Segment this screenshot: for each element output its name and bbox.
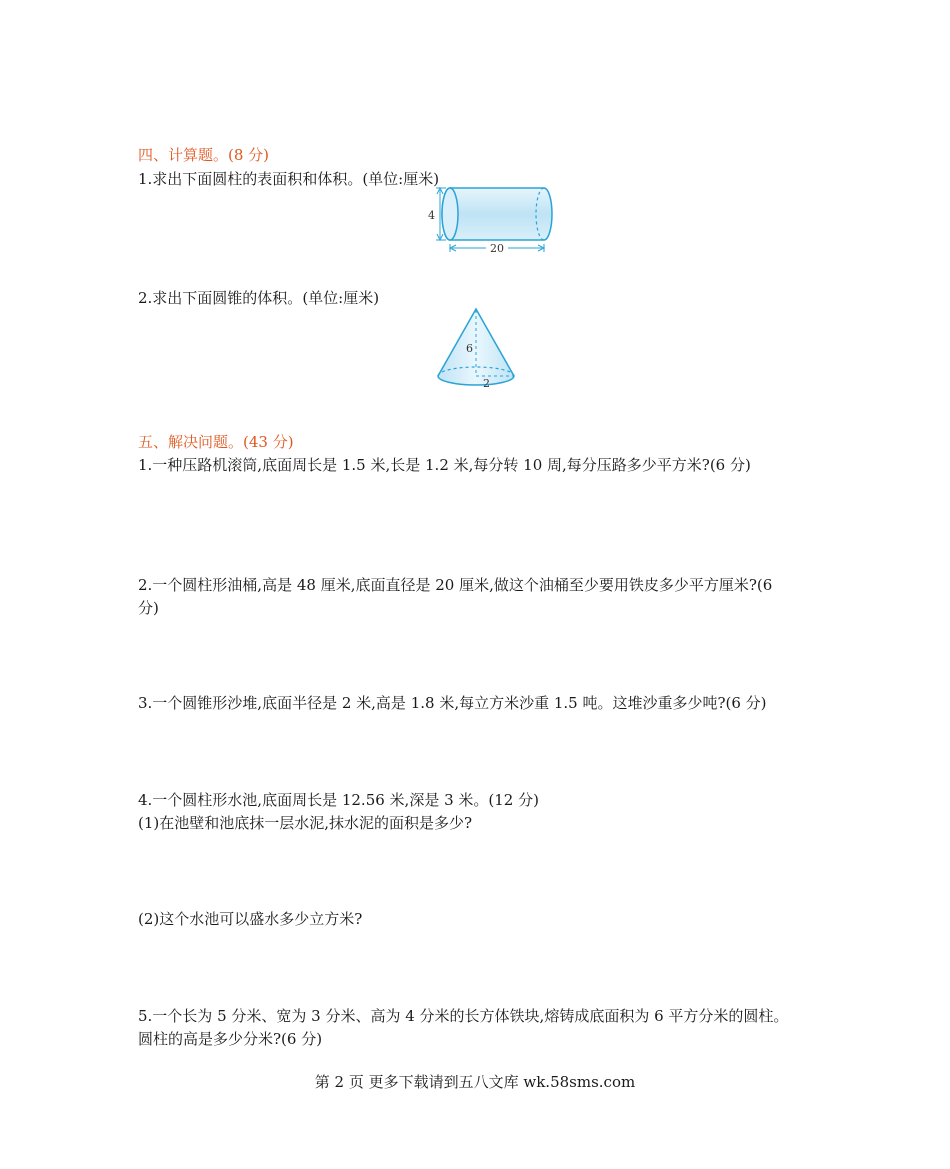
question-5-4-sub-2: (2)这个水池可以盛水多少立方米? [138, 910, 363, 928]
cylinder-length-label: 20 [490, 242, 504, 255]
question-5-5-line-2: 圆柱的高是多少分米?(6 分) [138, 1030, 323, 1048]
question-4-2: 2.求出下面圆锥的体积。(单位:厘米) [138, 289, 380, 307]
cylinder-figure [422, 184, 558, 256]
cylinder-left-face [442, 188, 458, 240]
section-5-title: 五、解决问题。(43 分) [138, 433, 294, 451]
question-5-4: 4.一个圆柱形水池,底面周长是 12.56 米,深是 3 米。(12 分) [138, 791, 539, 809]
section-4-title: 四、计算题。(8 分) [138, 146, 270, 164]
cone-figure [432, 304, 520, 394]
cone-radius-label: 2 [483, 377, 490, 390]
question-5-2-line-1: 2.一个圆柱形油桶,高是 48 厘米,底面直径是 20 厘米,做这个油桶至少要用铁皮多少平方厘米?(6 [138, 576, 773, 594]
question-5-2-line-2: 分) [138, 599, 159, 617]
cylinder-height-label: 4 [428, 209, 435, 222]
question-4-1: 1.求出下面圆柱的表面积和体积。(单位:厘米) [138, 170, 440, 188]
question-5-5-line-1: 5.一个长为 5 分米、宽为 3 分米、高为 4 分米的长方体铁块,熔铸成底面积为 6 平方分米的圆柱。 [138, 1007, 789, 1025]
question-5-3: 3.一个圆锥形沙堆,底面半径是 2 米,高是 1.8 米,每立方米沙重 1.5 吨。这堆沙重多少吨?(6 分) [138, 694, 767, 712]
page-footer: 第 2 页 更多下载请到五八文库 wk.58sms.com [314, 1073, 636, 1091]
question-5-4-sub-1: (1)在池壁和池底抹一层水泥,抹水泥的面积是多少? [138, 814, 473, 832]
cone-height-label: 6 [466, 342, 473, 355]
question-5-1: 1.一种压路机滚筒,底面周长是 1.5 米,长是 1.2 米,每分转 10 周,每分压路多少平方米?(6 分) [138, 456, 751, 474]
